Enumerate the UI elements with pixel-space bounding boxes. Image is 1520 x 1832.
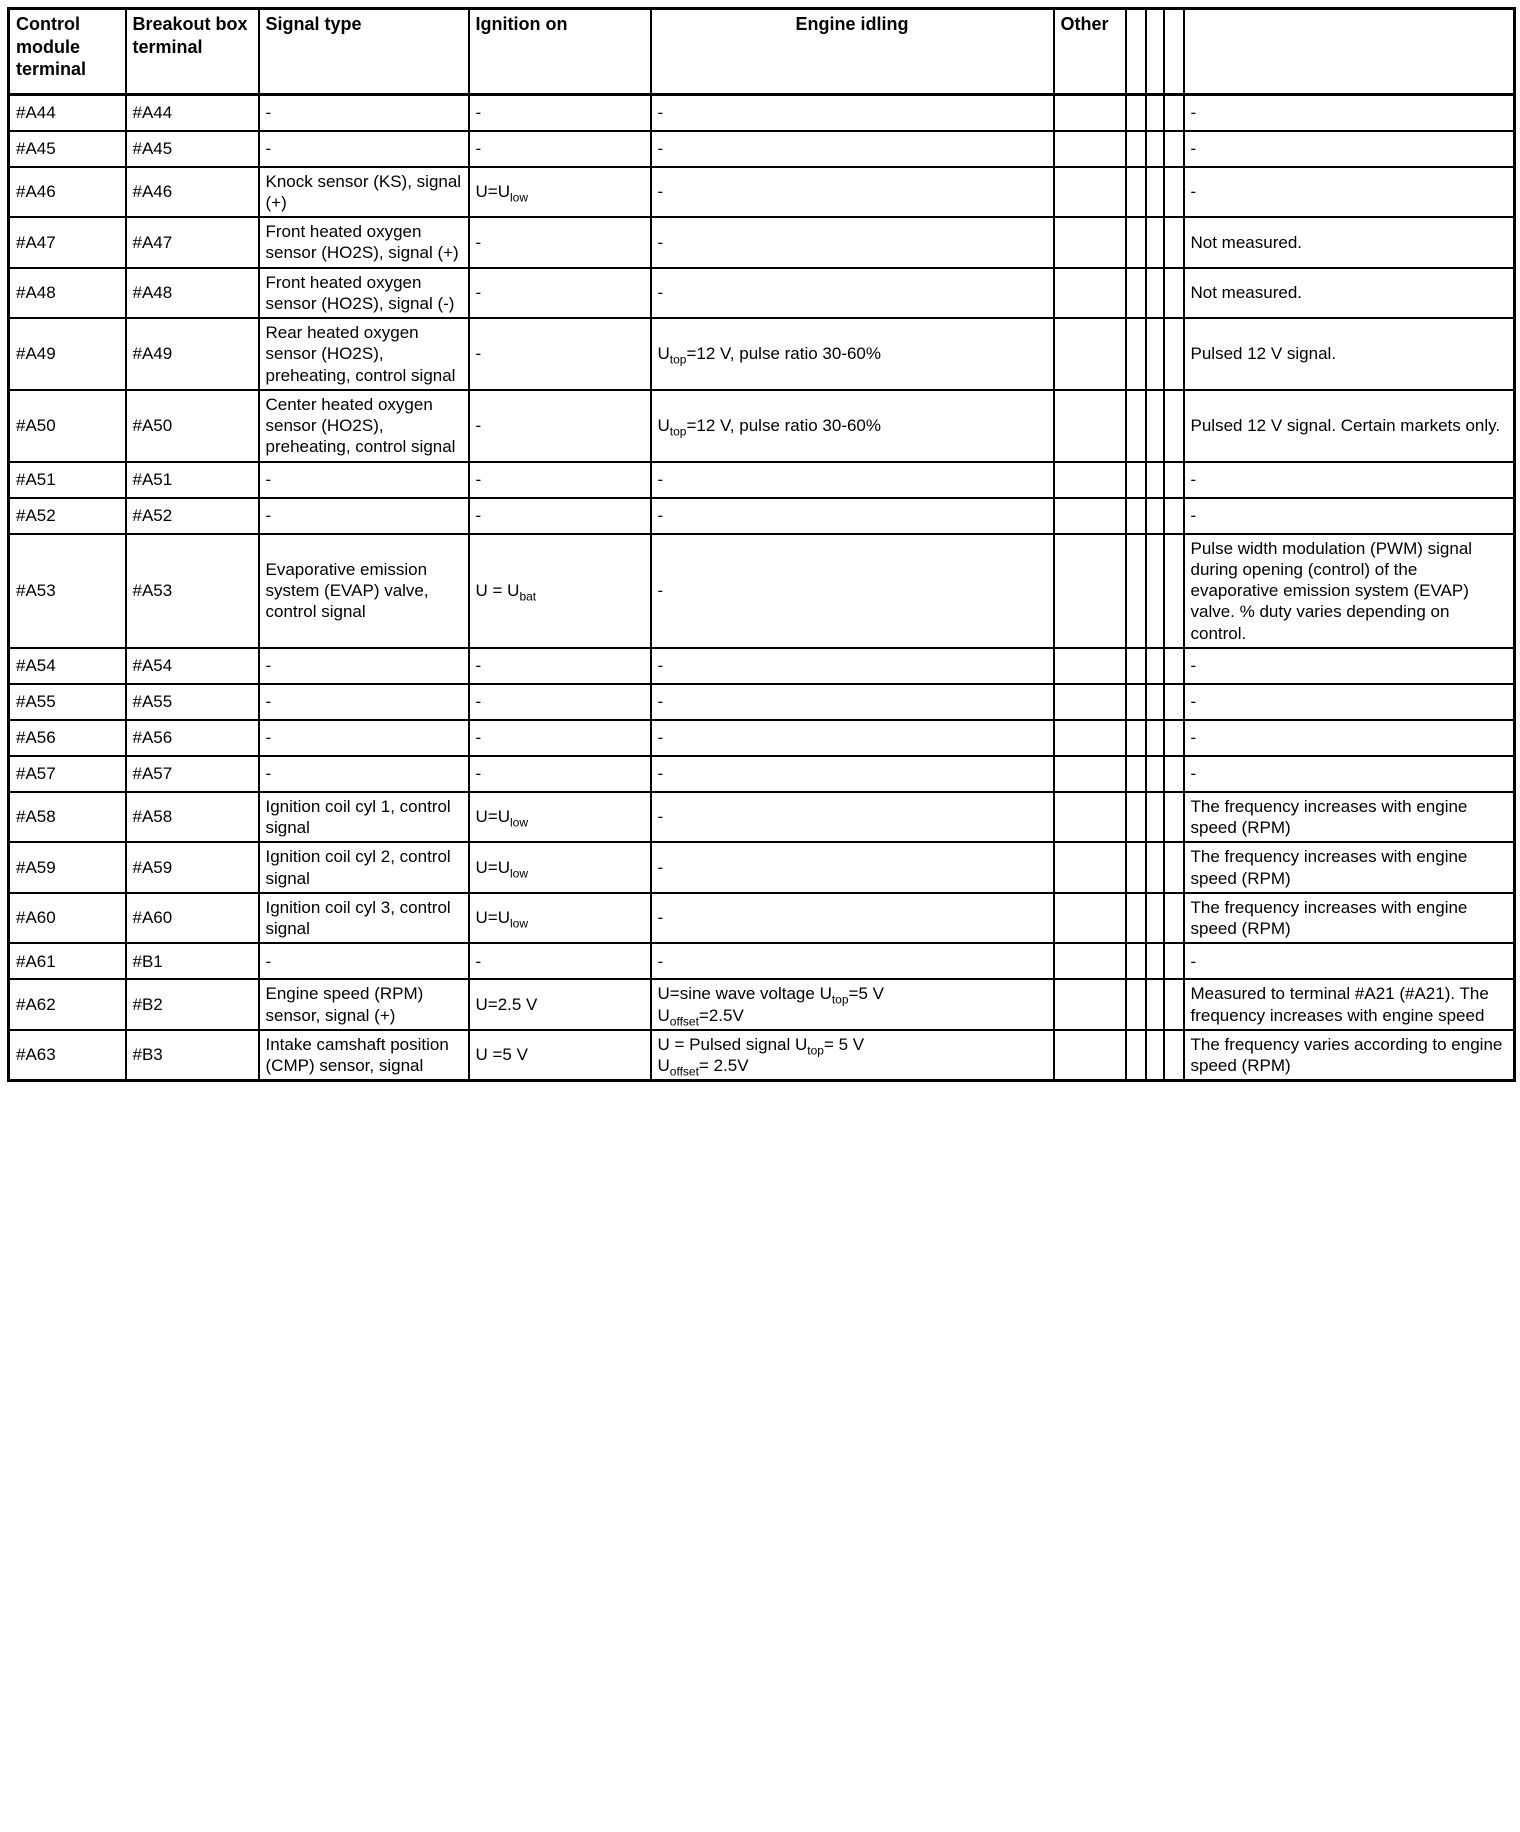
cell: #A60 xyxy=(9,893,126,944)
cell xyxy=(1164,943,1184,979)
cell: - xyxy=(259,943,469,979)
cell: Pulsed 12 V signal. Certain markets only. xyxy=(1184,390,1515,462)
cell xyxy=(1126,943,1146,979)
cell xyxy=(1164,131,1184,167)
cell: #A62 xyxy=(9,979,126,1030)
cell: - xyxy=(1184,131,1515,167)
table-row xyxy=(9,131,1515,167)
cell xyxy=(1146,720,1164,756)
cell xyxy=(1164,95,1184,131)
cell: U =5 V xyxy=(469,1030,651,1081)
cell xyxy=(1054,462,1126,498)
cell xyxy=(1146,893,1164,944)
cell xyxy=(1054,217,1126,268)
table-row xyxy=(9,648,1515,684)
cell: #A63 xyxy=(9,1030,126,1081)
table-row xyxy=(9,217,1515,268)
cell: - xyxy=(651,720,1054,756)
cell xyxy=(1146,792,1164,843)
cell: #B1 xyxy=(126,943,259,979)
table-row xyxy=(9,842,1515,893)
cell xyxy=(1146,167,1164,218)
cell: - xyxy=(1184,720,1515,756)
table-row xyxy=(9,979,1515,1030)
cell: - xyxy=(259,648,469,684)
cell xyxy=(1146,1030,1164,1081)
cell: #A52 xyxy=(126,498,259,534)
cell: $U_{top}=12$ V, pulse ratio 30-60% xyxy=(651,390,1054,462)
cell: Measured to terminal #A21 (#A21). The frequency increases with engine speed xyxy=(1184,979,1515,1030)
subscript: low xyxy=(509,815,528,830)
column-header xyxy=(1126,9,1146,95)
cell: - xyxy=(651,648,1054,684)
cell xyxy=(1146,462,1164,498)
cell: Front heated oxygen sensor (HO2S), signal (+) xyxy=(259,217,469,268)
subscript: offset xyxy=(669,1064,699,1079)
cell xyxy=(1126,268,1146,319)
cell: $U=U_{low}$ xyxy=(469,842,651,893)
cell: - xyxy=(651,792,1054,843)
table-row xyxy=(9,893,1515,944)
table-row xyxy=(9,943,1515,979)
cell: Not measured. xyxy=(1184,268,1515,319)
cell xyxy=(1054,756,1126,792)
cell xyxy=(1146,534,1164,648)
cell: #A52 xyxy=(9,498,126,534)
cell: #A56 xyxy=(126,720,259,756)
cell xyxy=(1054,684,1126,720)
cell: Evaporative emission system (EVAP) valve, control signal xyxy=(259,534,469,648)
cell: - xyxy=(1184,498,1515,534)
cell: - xyxy=(1184,943,1515,979)
cell: #A57 xyxy=(9,756,126,792)
cell xyxy=(1146,842,1164,893)
subscript: bat xyxy=(519,589,537,604)
cell xyxy=(1164,842,1184,893)
cell: #A46 xyxy=(9,167,126,218)
cell: Pulsed 12 V signal. xyxy=(1184,318,1515,390)
cell: #A53 xyxy=(9,534,126,648)
cell xyxy=(1164,217,1184,268)
cell xyxy=(1146,943,1164,979)
cell: #A49 xyxy=(9,318,126,390)
table-row xyxy=(9,167,1515,218)
cell: Ignition coil cyl 2, control signal xyxy=(259,842,469,893)
cell xyxy=(1146,684,1164,720)
cell: - xyxy=(259,462,469,498)
table-row xyxy=(9,390,1515,462)
cell: - xyxy=(651,498,1054,534)
cell: - xyxy=(1184,684,1515,720)
cell xyxy=(1126,1030,1146,1081)
cell xyxy=(1126,756,1146,792)
column-header xyxy=(1146,9,1164,95)
cell: $U_{top}=12$ V, pulse ratio 30-60% xyxy=(651,318,1054,390)
table-row xyxy=(9,792,1515,843)
cell: - xyxy=(469,943,651,979)
cell xyxy=(1054,268,1126,319)
cell: #A59 xyxy=(9,842,126,893)
cell xyxy=(1146,756,1164,792)
cell xyxy=(1146,217,1164,268)
cell xyxy=(1126,842,1146,893)
cell xyxy=(1164,684,1184,720)
cell xyxy=(1126,498,1146,534)
cell xyxy=(1054,979,1126,1030)
cell xyxy=(1164,979,1184,1030)
cell xyxy=(1164,167,1184,218)
cell xyxy=(1146,318,1164,390)
cell: $U = U_{bat}$ xyxy=(469,534,651,648)
table-row xyxy=(9,268,1515,319)
cell: - xyxy=(259,720,469,756)
subscript: top xyxy=(807,1043,824,1058)
cell: Intake camshaft position (CMP) sensor, signal xyxy=(259,1030,469,1081)
table-row xyxy=(9,756,1515,792)
cell xyxy=(1054,1030,1126,1081)
cell: - xyxy=(259,95,469,131)
cell: Ignition coil cyl 3, control signal xyxy=(259,893,469,944)
cell: Pulse width modulation (PWM) signal during opening (control) of the evaporative emission system (EVAP) valve. % duty varies depending on control. xyxy=(1184,534,1515,648)
cell: U = Pulsed signal $U_{top}= 5$ V $U_{offset}= 2.5V$ xyxy=(651,1030,1054,1081)
cell: #A47 xyxy=(126,217,259,268)
cell: Engine speed (RPM) sensor, signal (+) xyxy=(259,979,469,1030)
cell xyxy=(1164,498,1184,534)
table-row xyxy=(9,95,1515,131)
cell xyxy=(1126,390,1146,462)
cell xyxy=(1126,648,1146,684)
cell xyxy=(1054,792,1126,843)
cell xyxy=(1126,893,1146,944)
cell: Front heated oxygen sensor (HO2S), signal (-) xyxy=(259,268,469,319)
cell: - xyxy=(469,720,651,756)
cell: - xyxy=(651,756,1054,792)
table-row xyxy=(9,720,1515,756)
cell: Ignition coil cyl 1, control signal xyxy=(259,792,469,843)
cell: - xyxy=(1184,95,1515,131)
cell: #A45 xyxy=(9,131,126,167)
cell: #A61 xyxy=(9,943,126,979)
cell: #A46 xyxy=(126,167,259,218)
cell xyxy=(1054,498,1126,534)
cell: #A50 xyxy=(126,390,259,462)
table-body xyxy=(9,95,1515,1081)
subscript: offset xyxy=(669,1013,699,1028)
cell: - xyxy=(259,498,469,534)
cell xyxy=(1126,684,1146,720)
cell: - xyxy=(469,318,651,390)
cell: #B2 xyxy=(126,979,259,1030)
subscript: top xyxy=(831,992,849,1007)
cell xyxy=(1126,95,1146,131)
cell xyxy=(1126,720,1146,756)
subscript: low xyxy=(509,866,528,881)
cell: #A49 xyxy=(126,318,259,390)
column-header: Control module terminal xyxy=(9,9,126,95)
table-row xyxy=(9,318,1515,390)
cell: #A45 xyxy=(126,131,259,167)
cell xyxy=(1126,792,1146,843)
cell: - xyxy=(1184,756,1515,792)
cell: - xyxy=(1184,648,1515,684)
table-row xyxy=(9,684,1515,720)
cell xyxy=(1126,131,1146,167)
signal-table xyxy=(7,7,1516,1082)
cell: - xyxy=(651,684,1054,720)
cell xyxy=(1164,318,1184,390)
cell xyxy=(1126,217,1146,268)
cell: The frequency increases with engine speed (RPM) xyxy=(1184,842,1515,893)
cell: - xyxy=(259,756,469,792)
cell: #A54 xyxy=(9,648,126,684)
cell: - xyxy=(469,268,651,319)
cell: - xyxy=(651,893,1054,944)
cell: - xyxy=(259,131,469,167)
column-header: Breakout box terminal xyxy=(126,9,259,95)
cell: - xyxy=(469,648,651,684)
cell: The frequency varies according to engine speed (RPM) xyxy=(1184,1030,1515,1081)
cell: #A44 xyxy=(9,95,126,131)
cell xyxy=(1054,842,1126,893)
cell: #A47 xyxy=(9,217,126,268)
cell xyxy=(1164,792,1184,843)
table-row xyxy=(9,534,1515,648)
subscript: top xyxy=(669,424,687,439)
cell: - xyxy=(651,943,1054,979)
column-header: Other xyxy=(1054,9,1126,95)
subscript: low xyxy=(509,190,528,205)
cell: #A56 xyxy=(9,720,126,756)
cell xyxy=(1054,534,1126,648)
cell: Not measured. xyxy=(1184,217,1515,268)
column-header: Engine idling xyxy=(651,9,1054,95)
cell: The frequency increases with engine speed (RPM) xyxy=(1184,792,1515,843)
cell: #B3 xyxy=(126,1030,259,1081)
cell xyxy=(1164,268,1184,319)
cell xyxy=(1054,390,1126,462)
cell: $U=U_{low}$ xyxy=(469,167,651,218)
cell xyxy=(1146,390,1164,462)
cell: #A57 xyxy=(126,756,259,792)
cell: #A48 xyxy=(126,268,259,319)
cell: #A50 xyxy=(9,390,126,462)
cell: U=2.5 V xyxy=(469,979,651,1030)
cell: - xyxy=(651,131,1054,167)
column-header: Signal type xyxy=(259,9,469,95)
cell: - xyxy=(469,462,651,498)
cell: - xyxy=(469,131,651,167)
cell: Knock sensor (KS), signal (+) xyxy=(259,167,469,218)
cell xyxy=(1126,979,1146,1030)
cell: #A59 xyxy=(126,842,259,893)
cell xyxy=(1054,95,1126,131)
cell xyxy=(1126,167,1146,218)
cell xyxy=(1164,462,1184,498)
cell xyxy=(1164,893,1184,944)
cell: #A55 xyxy=(126,684,259,720)
cell: #A48 xyxy=(9,268,126,319)
cell xyxy=(1146,648,1164,684)
cell xyxy=(1146,131,1164,167)
cell: - xyxy=(651,462,1054,498)
cell: #A53 xyxy=(126,534,259,648)
cell: - xyxy=(651,167,1054,218)
table-row xyxy=(9,1030,1515,1081)
table-header xyxy=(9,9,1515,95)
cell: #A51 xyxy=(126,462,259,498)
cell: - xyxy=(259,684,469,720)
cell xyxy=(1054,720,1126,756)
cell xyxy=(1054,167,1126,218)
cell: The frequency increases with engine speed (RPM) xyxy=(1184,893,1515,944)
cell: $U=U_{low}$ xyxy=(469,893,651,944)
cell xyxy=(1126,462,1146,498)
cell: U=sine wave voltage $U_{top}=5$ V $U_{offset}=2.5V$ xyxy=(651,979,1054,1030)
cell xyxy=(1054,943,1126,979)
cell xyxy=(1164,1030,1184,1081)
column-header xyxy=(1184,9,1515,95)
cell: #A58 xyxy=(126,792,259,843)
cell xyxy=(1146,95,1164,131)
cell: #A44 xyxy=(126,95,259,131)
cell: Center heated oxygen sensor (HO2S), preheating, control signal xyxy=(259,390,469,462)
cell xyxy=(1164,390,1184,462)
cell: #A51 xyxy=(9,462,126,498)
cell xyxy=(1054,318,1126,390)
table-row xyxy=(9,462,1515,498)
cell xyxy=(1164,534,1184,648)
cell: - xyxy=(651,534,1054,648)
cell: - xyxy=(469,95,651,131)
cell: - xyxy=(469,756,651,792)
subscript: low xyxy=(509,916,528,931)
cell: - xyxy=(469,684,651,720)
header-row xyxy=(9,9,1515,95)
cell xyxy=(1164,756,1184,792)
cell xyxy=(1054,131,1126,167)
cell xyxy=(1146,498,1164,534)
column-header: Ignition on xyxy=(469,9,651,95)
cell xyxy=(1146,268,1164,319)
cell xyxy=(1054,648,1126,684)
cell xyxy=(1126,534,1146,648)
cell: - xyxy=(651,95,1054,131)
cell xyxy=(1164,720,1184,756)
cell: Rear heated oxygen sensor (HO2S), preheating, control signal xyxy=(259,318,469,390)
cell xyxy=(1126,318,1146,390)
cell: - xyxy=(651,268,1054,319)
cell: #A60 xyxy=(126,893,259,944)
cell: - xyxy=(651,842,1054,893)
cell xyxy=(1054,893,1126,944)
cell xyxy=(1164,648,1184,684)
cell: #A55 xyxy=(9,684,126,720)
cell: - xyxy=(469,217,651,268)
cell: - xyxy=(469,390,651,462)
cell: - xyxy=(1184,462,1515,498)
cell: - xyxy=(469,498,651,534)
cell: #A54 xyxy=(126,648,259,684)
column-header xyxy=(1164,9,1184,95)
table-row xyxy=(9,498,1515,534)
cell: - xyxy=(651,217,1054,268)
subscript: top xyxy=(669,352,687,367)
cell xyxy=(1146,979,1164,1030)
cell: $U=U_{low}$ xyxy=(469,792,651,843)
cell: #A58 xyxy=(9,792,126,843)
cell: - xyxy=(1184,167,1515,218)
